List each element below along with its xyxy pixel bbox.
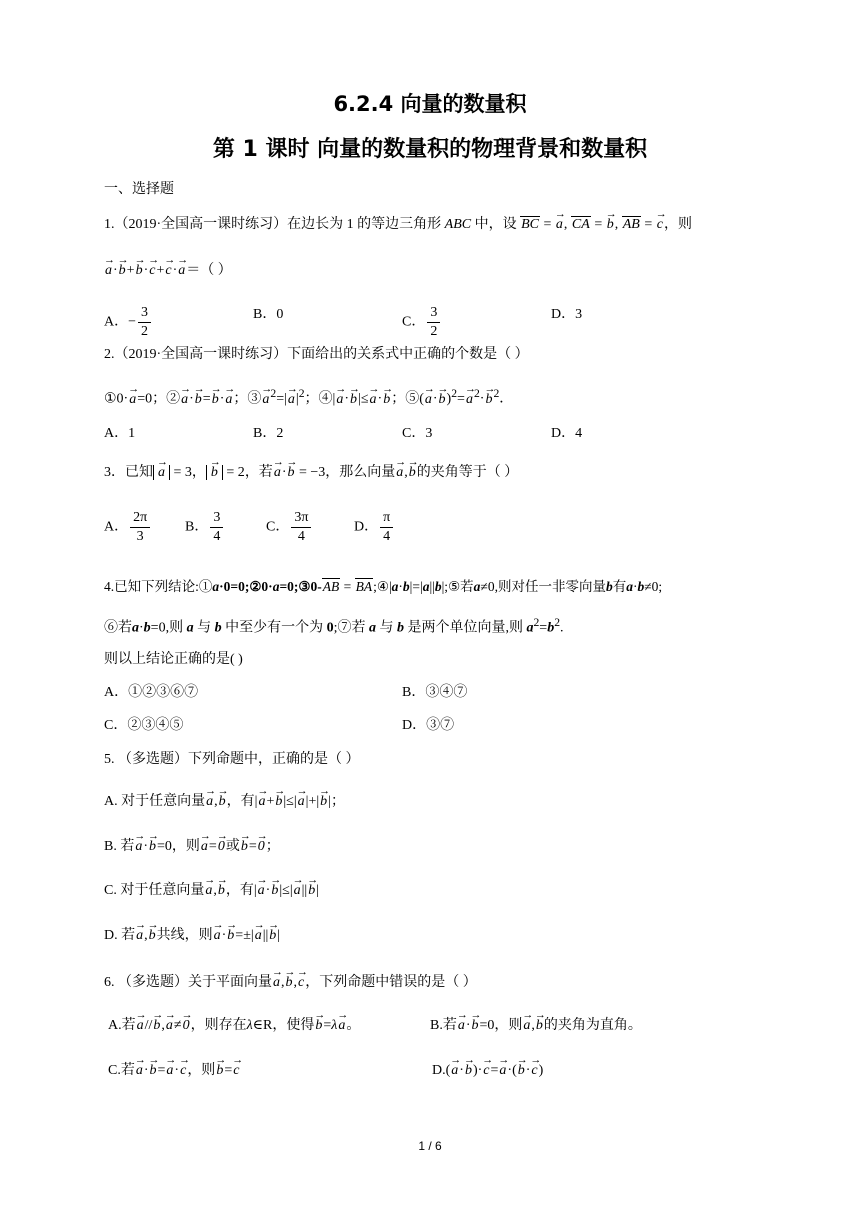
q6-option-d: D.(→ a·→ b)·→ c=→ a·(→ b·→ c) bbox=[432, 1061, 543, 1081]
q4-line-1: 4.已知下列结论:①a·0=0;②0·a=0;③0-AB = BA;④|a·b|=|a||b|;⑤若a≠0,则对任一非零向量b有a·b≠0; bbox=[104, 579, 663, 594]
q1-stem: 1.（2019·全国高一课时练习）在边长为 1 的等边三角形 ABC 中，设 BC = → a, CA = → b, AB = → c，则 bbox=[104, 215, 692, 235]
page-title: 6.2.4 向量的数量积 bbox=[333, 92, 527, 116]
q4-line-2: ⑥若a·b=0,则 a 与 b 中至少有一个为 0;⑦若 a 与 b 是两个单位向量,则 $a^2=b^2$. bbox=[104, 616, 564, 636]
q1-expression: → a·→ b+→ b·→ c+→ c·→ a＝（ ） bbox=[104, 261, 232, 281]
q2-option-b: B．2 bbox=[253, 426, 284, 441]
q5-option-b: B. 若→ a·→ b=0，则→ a=→ 0或→ b=→ 0； bbox=[104, 837, 280, 857]
q5-option-d: D. 若→ a,→ b共线，则→ a·→ b=±|→ a||→ b| bbox=[104, 926, 280, 946]
q2-option-d: D．4 bbox=[551, 426, 583, 441]
q4-option-a: A．①②③⑥⑦ bbox=[104, 685, 199, 700]
q6-option-a: A.若→ a//→ b,→ a≠→ 0，则存在λ∈R，使得→ b=λ→ a。 bbox=[108, 1016, 360, 1036]
q4-option-c: C．②③④⑤ bbox=[104, 718, 184, 733]
q6-option-c: C.若→ a·→ b=→ a·→ c，则→ b=→ c bbox=[108, 1061, 240, 1081]
q1-option-a: A．− $\frac{3}{2}$ bbox=[104, 304, 153, 341]
q3-option-d: D． $\frac{\pi}{4}$ bbox=[354, 509, 395, 546]
q6-stem: 6. （多选题）关于平面向量→ a,→ b,→ c，下列命题中错误的是（ ） bbox=[104, 973, 477, 993]
q3-stem: 3．已知→ a = 3，→ b = 2，若→ a·→ b = −3，那么向量→ a,→ b的夹角等于（ ） bbox=[104, 463, 518, 483]
q1-option-d: D．3 bbox=[551, 307, 583, 322]
q4-option-d: D．③⑦ bbox=[402, 718, 455, 733]
section-heading: 一、选择题 bbox=[104, 181, 174, 197]
q3-option-b: B． $\frac{3}{4}$ bbox=[185, 509, 225, 546]
q1-option-c: C． $\frac{3}{2}$ bbox=[402, 304, 442, 341]
q2-stem: 2.（2019·全国高一课时练习）下面给出的关系式中正确的个数是（ ） bbox=[104, 347, 529, 362]
q2-option-a: A．1 bbox=[104, 426, 136, 441]
page-subtitle: 第 1 课时 向量的数量积的物理背景和数量积 bbox=[212, 137, 648, 162]
q2-relations: ①0·→ a=0；②→ a·→ b=→ b·→ a；③→ $a^2=|\to a|^2$；④|→ a·→ b|≤→ a·→ b；⑤(→ $a\cdot\to b)^2=\to a^2\cdot\to b^2$． bbox=[104, 384, 513, 410]
q4-option-b: B．③④⑦ bbox=[402, 685, 468, 700]
q3-option-a: A． $\frac{2\pi}{3}$ bbox=[104, 509, 152, 546]
q5-stem: 5. （多选题）下列命题中，正确的是（ ） bbox=[104, 752, 360, 767]
q2-option-c: C．3 bbox=[402, 426, 433, 441]
q3-option-c: C． $\frac{3\pi}{4}$ bbox=[266, 509, 313, 546]
q6-option-b: B.若→ a·→ b=0，则→ a,→ b的夹角为直角。 bbox=[430, 1016, 642, 1036]
q1-option-b: B．0 bbox=[253, 307, 284, 322]
q5-option-a: A. 对于任意向量→ a,→ b，有|→ a+→ b|≤|→ a|+|→ b|； bbox=[104, 792, 345, 812]
q4-line-3: 则以上结论正确的是( ) bbox=[104, 652, 243, 667]
q5-option-c: C. 对于任意向量→ a,→ b，有|→ a·→ b|≤|→ a||→ b| bbox=[104, 881, 319, 901]
page-number: 1 / 6 bbox=[418, 1139, 442, 1153]
